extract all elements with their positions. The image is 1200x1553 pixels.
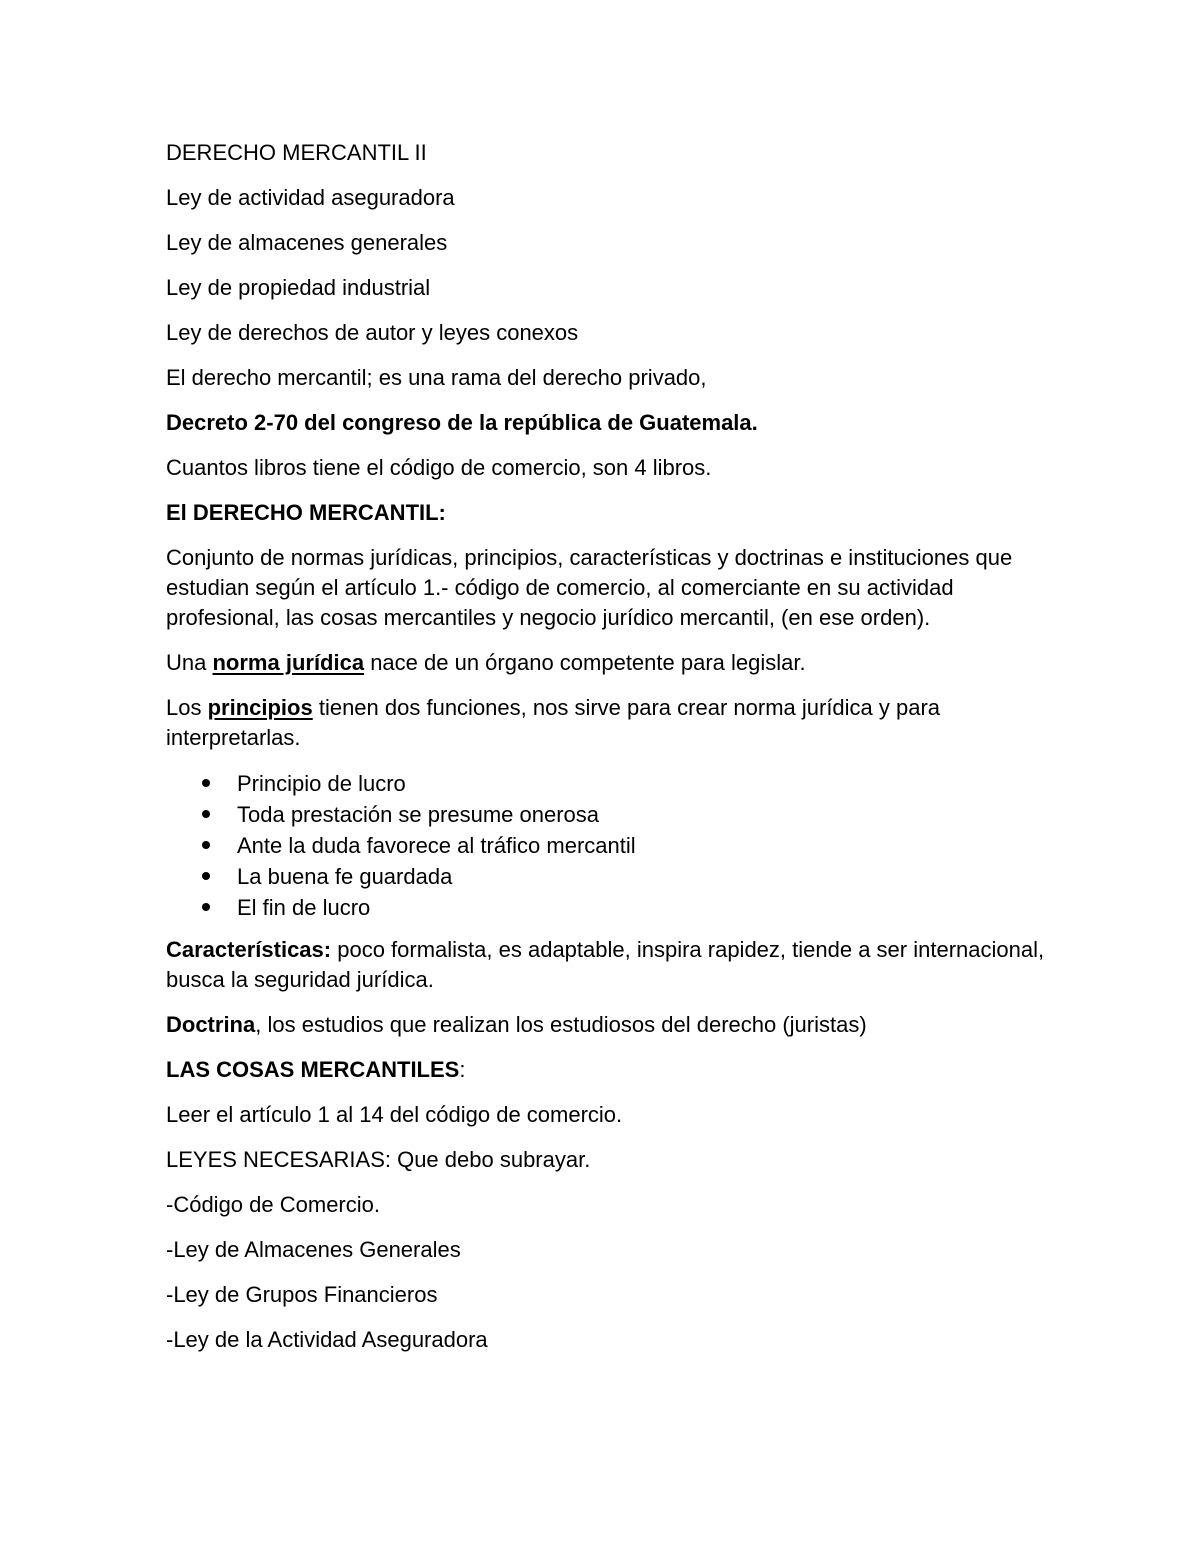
bullet-icon [202,903,210,911]
cosas-heading [166,1055,1046,1085]
law-item: Ley de actividad aseguradora [166,185,455,210]
doctrina-term: Doctrina [166,1012,256,1037]
books-line: Cuantos libros tiene el código de comercio, son 4 libros. [166,455,712,480]
law-item: Ley de derechos de autor y leyes conexos [166,320,579,345]
norma-term: norma jurídica [212,650,365,675]
read-line: Leer el artículo 1 al 14 del código de comercio. [166,1102,623,1127]
definition-paragraph: Conjunto de normas jurídicas, principios, características y doctrinas e instituciones que estudian según el artículo 1.- código de comercio, al comerciante en su actividad profesional, las cosas mercantiles y negocio jurídico mercantil, (en ese orden). [166,545,1013,630]
decree-line: Decreto 2-70 del congreso de la república de Guatemala. [166,410,758,435]
list-item-text: Principio de lucro [237,771,406,796]
caracteristicas-paragraph [166,935,1046,995]
list-item [166,892,1046,923]
list-item-text: Toda prestación se presume onerosa [237,802,599,827]
list-item-text: La buena fe guardada [237,864,453,889]
document-page [166,138,1046,1370]
document-title: DERECHO MERCANTIL II [166,140,427,165]
bullet-icon [202,779,210,787]
required-law-item: -Ley de Almacenes Generales [166,1237,461,1262]
bullet-icon [202,810,210,818]
list-item-text: Ante la duda favorece al tráfico mercantil [237,833,636,858]
principios-paragraph [166,693,1046,753]
law-item: Ley de propiedad industrial [166,275,431,300]
bullet-icon [202,841,210,849]
list-item [166,799,1046,830]
required-law-item: -Ley de Grupos Financieros [166,1282,438,1307]
required-law-item: -Código de Comercio. [166,1192,380,1217]
principles-list [166,768,1046,923]
list-item-text: El fin de lucro [237,895,371,920]
norma-post: nace de un órgano competente para legislar. [364,650,806,675]
cosas-post: : [459,1057,466,1082]
list-item [166,768,1046,799]
list-item [166,861,1046,892]
doctrina-post: , los estudios que realizan los estudiosos del derecho (juristas) [255,1012,867,1037]
list-item [166,830,1046,861]
doctrina-paragraph [166,1010,1046,1040]
caracteristicas-term: Características: [166,937,332,962]
principios-pre: Los [166,695,208,720]
cosas-term: LAS COSAS MERCANTILES [166,1057,460,1082]
norma-paragraph [166,648,1046,678]
heading-derecho-mercantil: El DERECHO MERCANTIL: [166,500,446,525]
private-law-line: El derecho mercantil; es una rama del derecho privado, [166,365,707,390]
law-item: Ley de almacenes generales [166,230,448,255]
principios-term: principios [207,695,313,720]
required-law-item: -Ley de la Actividad Aseguradora [166,1327,488,1352]
bullet-icon [202,872,210,880]
caracteristicas-post: poco formalista, es adaptable, inspira rapidez, tiende a ser internacional, busca la seguridad jurídica. [166,937,1045,992]
principios-post: tienen dos funciones, nos sirve para crear norma jurídica y para interpretarlas. [166,695,941,750]
leyes-necesarias-line: LEYES NECESARIAS: Que debo subrayar. [166,1147,591,1172]
norma-pre: Una [166,650,213,675]
